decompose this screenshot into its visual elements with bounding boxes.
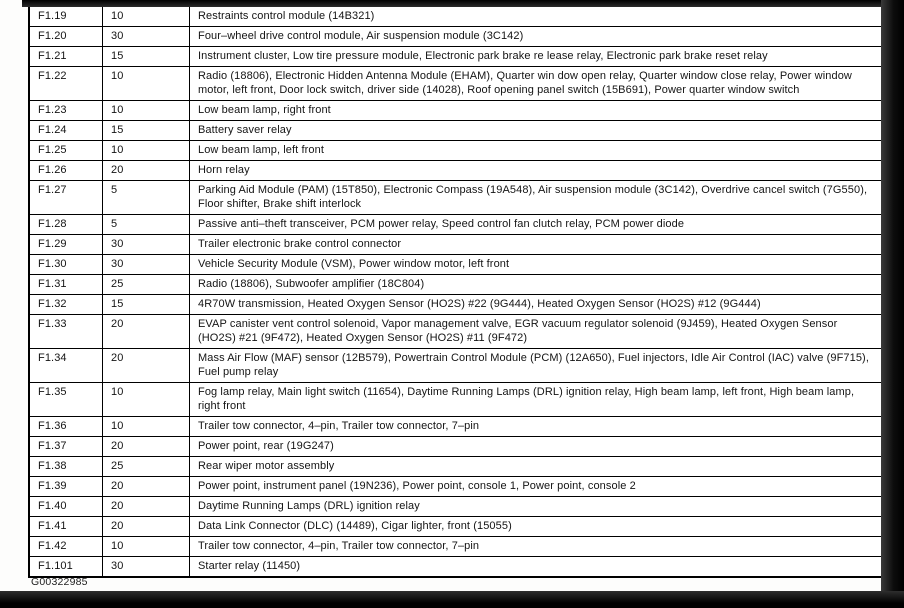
description-cell: Restraints control module (14B321) bbox=[198, 10, 375, 22]
description-cell: EVAP canister vent control solenoid, Vapor management valve, EGR vacuum regulator solenoid (9J459), Heated Oxygen Sensor (HO2S) #21 (9F472), Heated Oxygen Sensor (HO2S) #11 (9F472) bbox=[198, 318, 838, 344]
fuse-id-cell: F1.41 bbox=[30, 517, 103, 536]
fuse-id-cell: F1.26 bbox=[30, 161, 103, 180]
table-row bbox=[30, 7, 883, 27]
description-cell: Parking Aid Module (PAM) (15T850), Electronic Compass (19A548), Air suspension module (3C142), Overdrive cancel switch (7G550), Floor shifter, Brake shift interlock bbox=[198, 184, 868, 210]
amps-cell: 10 bbox=[103, 417, 190, 436]
amps-cell: 20 bbox=[103, 477, 190, 496]
table-row bbox=[30, 417, 883, 437]
description-cell: 4R70W transmission, Heated Oxygen Sensor (HO2S) #22 (9G444), Heated Oxygen Sensor (HO2S) #12 (9G444) bbox=[198, 298, 761, 310]
description-cell: Radio (18806), Subwoofer amplifier (18C804) bbox=[198, 278, 425, 290]
fuse-id-cell: F1.40 bbox=[30, 497, 103, 516]
table-row bbox=[30, 557, 883, 576]
amps-cell: 10 bbox=[103, 141, 190, 160]
fuse-id-cell: F1.37 bbox=[30, 437, 103, 456]
description-cell: Trailer tow connector, 4–pin, Trailer tow connector, 7–pin bbox=[198, 420, 480, 432]
fuse-id-cell: F1.24 bbox=[30, 121, 103, 140]
table-row bbox=[30, 517, 883, 537]
fuse-id-cell: F1.36 bbox=[30, 417, 103, 436]
figure-code: G00322985 bbox=[31, 576, 88, 588]
amps-cell: 15 bbox=[103, 47, 190, 66]
amps-cell: 15 bbox=[103, 121, 190, 140]
description-cell: Mass Air Flow (MAF) sensor (12B579), Powertrain Control Module (PCM) (12A650), Fuel injectors, Idle Air Control (IAC) valve (9F715), Fuel pump relay bbox=[198, 352, 869, 378]
amps-cell: 20 bbox=[103, 349, 190, 382]
table-row bbox=[30, 437, 883, 457]
amps-cell: 20 bbox=[103, 437, 190, 456]
table-row bbox=[30, 161, 883, 181]
fuse-id-cell: F1.42 bbox=[30, 537, 103, 556]
description-cell: Power point, instrument panel (19N236), Power point, console 1, Power point, console 2 bbox=[198, 480, 636, 492]
description-cell: Fog lamp relay, Main light switch (11654), Daytime Running Lamps (DRL) ignition relay, High beam lamp, left front, High beam lamp, right front bbox=[198, 386, 855, 412]
amps-cell: 5 bbox=[103, 181, 190, 214]
amps-cell: 25 bbox=[103, 457, 190, 476]
amps-cell: 25 bbox=[103, 275, 190, 294]
fuse-id-cell: F1.31 bbox=[30, 275, 103, 294]
table-row bbox=[30, 295, 883, 315]
description-cell: Vehicle Security Module (VSM), Power window motor, left front bbox=[198, 258, 510, 270]
description-cell: Daytime Running Lamps (DRL) ignition relay bbox=[198, 500, 420, 512]
scan-edge-top bbox=[22, 0, 904, 7]
amps-cell: 15 bbox=[103, 295, 190, 314]
table-row bbox=[30, 27, 883, 47]
amps-cell: 20 bbox=[103, 161, 190, 180]
table-row bbox=[30, 215, 883, 235]
fuse-id-cell: F1.30 bbox=[30, 255, 103, 274]
scan-edge-bottom bbox=[0, 591, 904, 608]
fuse-id-cell: F1.39 bbox=[30, 477, 103, 496]
table-row bbox=[30, 349, 883, 383]
description-cell: Instrument cluster, Low tire pressure module, Electronic park brake re lease relay, Electronic park brake reset relay bbox=[198, 50, 768, 62]
amps-cell: 20 bbox=[103, 517, 190, 536]
description-cell: Data Link Connector (DLC) (14489), Cigar lighter, front (15055) bbox=[198, 520, 512, 532]
description-cell: Low beam lamp, left front bbox=[198, 144, 325, 156]
fuse-table bbox=[28, 7, 884, 578]
table-row bbox=[30, 67, 883, 101]
fuse-id-cell: F1.28 bbox=[30, 215, 103, 234]
fuse-id-cell: F1.23 bbox=[30, 101, 103, 120]
table-row bbox=[30, 383, 883, 417]
table-row bbox=[30, 47, 883, 67]
amps-cell: 10 bbox=[103, 101, 190, 120]
description-cell: Horn relay bbox=[198, 164, 250, 176]
table-row bbox=[30, 121, 883, 141]
amps-cell: 30 bbox=[103, 235, 190, 254]
amps-cell: 10 bbox=[103, 7, 190, 26]
description-cell: Trailer tow connector, 4–pin, Trailer tow connector, 7–pin bbox=[198, 540, 480, 552]
description-cell: Trailer electronic brake control connector bbox=[198, 238, 402, 250]
fuse-id-cell: F1.22 bbox=[30, 67, 103, 100]
amps-cell: 10 bbox=[103, 383, 190, 416]
fuse-id-cell: F1.19 bbox=[30, 7, 103, 26]
fuse-id-cell: F1.101 bbox=[30, 557, 103, 576]
fuse-id-cell: F1.35 bbox=[30, 383, 103, 416]
description-cell: Passive anti–theft transceiver, PCM power relay, Speed control fan clutch relay, PCM power diode bbox=[198, 218, 685, 230]
table-row bbox=[30, 497, 883, 517]
amps-cell: 30 bbox=[103, 27, 190, 46]
description-cell: Four–wheel drive control module, Air suspension module (3C142) bbox=[198, 30, 524, 42]
description-cell: Radio (18806), Electronic Hidden Antenna Module (EHAM), Quarter win dow open relay, Quarter window close relay, Power window motor, left front, Door lock switch, driver side (14028), Roof opening panel switch (15B691), Power quarter window switch bbox=[198, 70, 852, 96]
fuse-id-cell: F1.25 bbox=[30, 141, 103, 160]
description-cell: Battery saver relay bbox=[198, 124, 292, 136]
table-row bbox=[30, 537, 883, 557]
fuse-id-cell: F1.38 bbox=[30, 457, 103, 476]
amps-cell: 10 bbox=[103, 537, 190, 556]
table-row bbox=[30, 315, 883, 349]
description-cell: Rear wiper motor assembly bbox=[198, 460, 335, 472]
table-row bbox=[30, 235, 883, 255]
fuse-id-cell: F1.20 bbox=[30, 27, 103, 46]
fuse-id-cell: F1.32 bbox=[30, 295, 103, 314]
table-row bbox=[30, 255, 883, 275]
scan-edge-right bbox=[881, 0, 904, 608]
table-row bbox=[30, 477, 883, 497]
amps-cell: 5 bbox=[103, 215, 190, 234]
fuse-id-cell: F1.21 bbox=[30, 47, 103, 66]
table-row bbox=[30, 275, 883, 295]
amps-cell: 30 bbox=[103, 255, 190, 274]
table-row bbox=[30, 181, 883, 215]
table-row bbox=[30, 457, 883, 477]
amps-cell: 30 bbox=[103, 557, 190, 576]
fuse-id-cell: F1.27 bbox=[30, 181, 103, 214]
fuse-id-cell: F1.34 bbox=[30, 349, 103, 382]
amps-cell: 10 bbox=[103, 67, 190, 100]
table-row bbox=[30, 101, 883, 121]
description-cell: Low beam lamp, right front bbox=[198, 104, 331, 116]
table-row bbox=[30, 141, 883, 161]
description-cell: Starter relay (11450) bbox=[198, 560, 301, 572]
amps-cell: 20 bbox=[103, 315, 190, 348]
fuse-id-cell: F1.29 bbox=[30, 235, 103, 254]
description-cell: Power point, rear (19G247) bbox=[198, 440, 334, 452]
amps-cell: 20 bbox=[103, 497, 190, 516]
fuse-id-cell: F1.33 bbox=[30, 315, 103, 348]
